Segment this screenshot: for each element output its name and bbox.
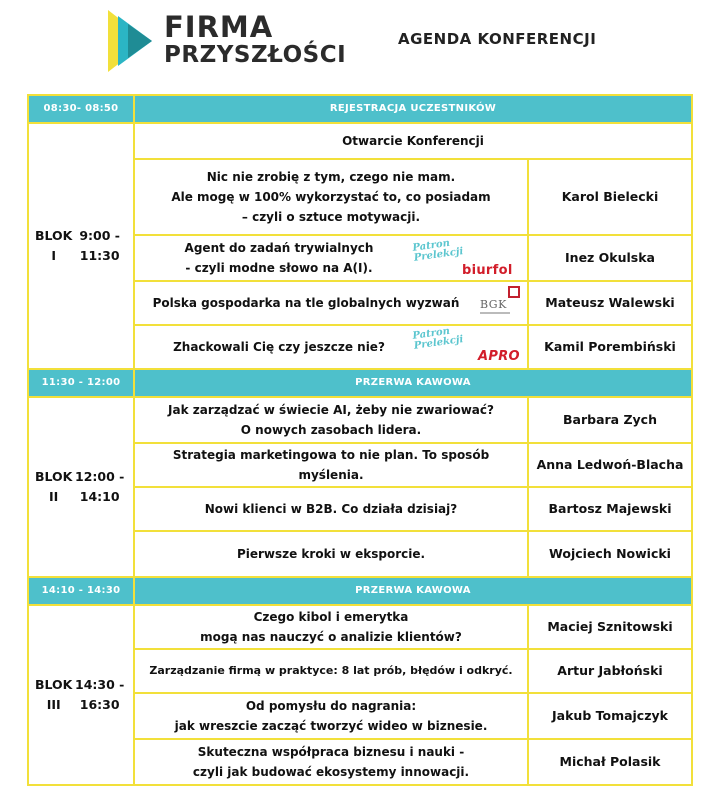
session-speaker: Bartosz Majewski	[527, 486, 693, 532]
session-speaker: Anna Ledwoń-Blacha	[527, 442, 693, 488]
opening-session: Otwarcie Konferencji	[133, 122, 693, 160]
session-speaker: Karol Bielecki	[527, 158, 693, 236]
apro-logo: APRO	[478, 349, 520, 364]
block-1-name: BLOK I	[35, 228, 73, 263]
block-2-label	[27, 396, 135, 578]
biurfol-logo: biurfol	[462, 263, 513, 278]
session-title: Od pomysłu do nagrania: jak wreszcie zacząć tworzyć wideo w biznesie.	[133, 692, 529, 740]
session-title: Zarządzanie firmą w praktyce: 8 lat prób, błędów i odkryć.	[133, 648, 529, 694]
patron-logo-biurfol	[411, 237, 513, 280]
session-speaker: Kamil Porembiński	[527, 324, 693, 370]
session-title: Agent do zadań trywialnych - czyli modne słowo na A(I).	[133, 234, 529, 282]
page-title: AGENDA KONFERENCJI	[398, 30, 597, 48]
session-speaker: Inez Okulska	[527, 234, 693, 282]
logo-text-przyszlosci: PRZYSZŁOŚCI	[164, 42, 347, 68]
session-title: Pierwsze kroki w eksporcie.	[133, 530, 529, 578]
bgk-logo-text: BGK	[480, 298, 507, 311]
patron-label: Patron Prelekcji	[411, 325, 465, 352]
logo-triangles-icon	[108, 8, 164, 74]
band-time-registration: 08:30- 08:50	[27, 94, 135, 124]
block-1-time: 9:00 - 11:30	[79, 228, 120, 263]
patron-label: Patron Prelekcji	[411, 237, 465, 264]
session-title: Jak zarządzać w świecie AI, żeby nie zwariować? O nowych zasobach lidera.	[133, 396, 529, 444]
header	[0, 0, 717, 88]
session-speaker: Michał Polasik	[527, 738, 693, 786]
session-title: Zhackowali Cię czy jeszcze nie?	[133, 324, 529, 370]
block-3-time: 14:30 - 16:30	[75, 677, 125, 712]
firma-przyszlosci-logo	[108, 8, 347, 74]
session-speaker: Mateusz Walewski	[527, 280, 693, 326]
band-time-coffee-1: 11:30 - 12:00	[27, 368, 135, 398]
session-title: Nowi klienci w B2B. Co działa dzisiaj?	[133, 486, 529, 532]
band-label-registration: REJESTRACJA UCZESTNIKÓW	[133, 94, 693, 124]
session-speaker: Wojciech Nowicki	[527, 530, 693, 578]
block-2-name: BLOK II	[35, 469, 73, 504]
band-time-coffee-2: 14:10 - 14:30	[27, 576, 135, 606]
session-title: Strategia marketingowa to nie plan. To sposób myślenia.	[133, 442, 529, 488]
block-1-label	[27, 122, 135, 370]
session-speaker: Maciej Sznitowski	[527, 604, 693, 650]
band-label-coffee-2: PRZERWA KAWOWA	[133, 576, 693, 606]
block-3-name: BLOK III	[35, 677, 73, 712]
session-title: Polska gospodarka na tle globalnych wyzwań	[133, 280, 529, 326]
session-title: Nic nie zrobię z tym, czego nie mam. Ale mogę w 100% wykorzystać to, co posiadam – czyli o sztuce motywacji.	[133, 158, 529, 236]
session-speaker: Jakub Tomajczyk	[527, 692, 693, 740]
block-2-time: 12:00 - 14:10	[75, 469, 125, 504]
logo-text-firma: FIRMA	[164, 10, 274, 44]
block-3-label	[27, 604, 135, 786]
session-speaker: Barbara Zych	[527, 396, 693, 444]
agenda-table	[27, 94, 693, 786]
band-label-coffee-1: PRZERWA KAWOWA	[133, 368, 693, 398]
bgk-underline-icon	[480, 312, 510, 314]
patron-logo-apro	[411, 325, 520, 368]
bgk-logo	[478, 286, 524, 320]
session-speaker: Artur Jabłoński	[527, 648, 693, 694]
session-title: Czego kibol i emerytka mogą nas nauczyć o analizie klientów?	[133, 604, 529, 650]
session-title: Skuteczna współpraca biznesu i nauki - czyli jak budować ekosystemy innowacji.	[133, 738, 529, 786]
bgk-square-icon	[508, 286, 520, 298]
